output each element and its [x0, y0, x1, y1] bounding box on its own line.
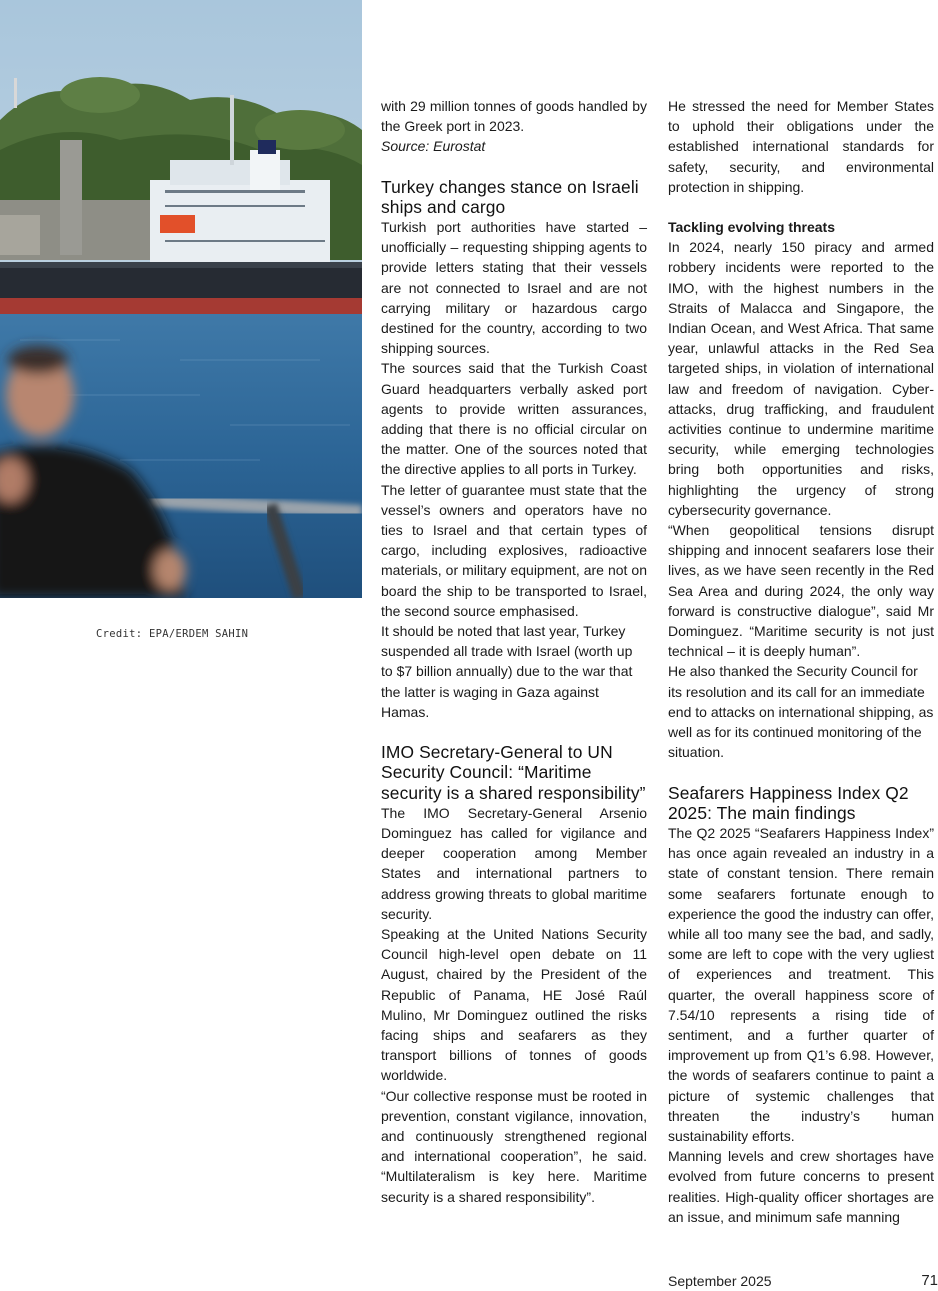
threats-paragraph-1: In 2024, nearly 150 piracy and armed robbery incidents were reported to the IMO, with the highest numbers in the Straits of Malacca and Singapore, the Indian Ocean, and West Africa. That same year, unlawful attacks in the Red Sea targeted ships, in violation of international law and freedom of navigation. Cyber-attacks, drug trafficking, and fraudulent activities continue to undermine maritime security, while emerging technologies bring both opportunities and risks, highlighting the urgency of strong cybersecurity governance. — [668, 239, 934, 518]
threats-paragraph-2: “When geopolitical tensions disrupt shipping and innocent seafarers lose their lives, as we have seen recently in the Red Sea Area and during 2024, the only way forward is constructive dialogue”, said Mr Dominguez. “Maritime security is not just technical – it is deeply human”. — [668, 522, 934, 660]
imo-paragraph-4: He stressed the need for Member States to uphold their obligations under the established international standards for safety, security, and environmental protection in shipping. — [668, 98, 934, 195]
intro-paragraph: with 29 million tonnes of goods handled by the Greek port in 2023. — [381, 98, 647, 135]
turkey-paragraph-1: Turkish port authorities have started – unofficially – requesting shipping agents to provide letters stating that their vessels are not connected to Israel and are not carrying military or hazardous cargo destined for the country, according to two shipping sources. — [381, 219, 647, 357]
turkey-paragraph-3: The letter of guarantee must state that the vessel’s owners and operators have no ties to Israel and that certain types of cargo, including explosives, radioactive materials, or military equipment, are not on board the ship to be transported to Israel, the second source emphasised. — [381, 481, 647, 619]
page-number: 71 — [921, 1272, 938, 1289]
happiness-paragraph-1: The Q2 2025 “Seafarers Happiness Index” has once again revealed an industry in a state of constant tension. There remain some seafarers fortunate enough to experience the good the industry can offer, while all too many see the bad, and sadly, some are left to cope with the very ugliest of experiences and treatment. This quarter, the overall happiness score of 7.54/10 represents a rising tide of sentiment, and a further quarter of improvement up from Q1’s 6.98. However, the words of seafarers continue to paint a picture of systemic challenges that threaten the industry’s human sustainability efforts. — [668, 824, 934, 1144]
imo-heading: IMO Secretary-General to UN Security Council: “Maritime security is a shared responsibility” — [381, 742, 646, 803]
happiness-paragraph-2: Manning levels and crew shortages have evolved from future concerns to present realities. High-quality officer shortages are an issue, and minimum safe manning — [668, 1148, 934, 1225]
threats-paragraph-3: He also thanked the Security Council for its resolution and its call for an immediate end to attacks on international shipping, as well as for its continued monitoring of the situation. — [668, 663, 934, 761]
turkey-paragraph-2: The sources said that the Turkish Coast Guard headquarters verbally asked port agents to provide written assurances, adding that there is no official circular on the matter. One of the sources noted that the directive applies to all ports in Turkey. — [381, 360, 647, 478]
article-column-right — [668, 96, 934, 1227]
threats-subheading: Tackling evolving threats — [668, 219, 836, 236]
happiness-heading: Seafarers Happiness Index Q2 2025: The main findings — [668, 782, 909, 823]
source-line: Source: Eurostat — [381, 138, 486, 155]
turkey-heading: Turkey changes stance on Israeli ships and cargo — [381, 176, 639, 217]
article-column-left — [381, 96, 647, 1207]
turkey-paragraph-4: It should be noted that last year, Turkey suspended all trade with Israel (worth up to $7 billion annually) due to the war that the latter is waging in Gaza against Hamas. — [381, 623, 633, 720]
imo-paragraph-3: “Our collective response must be rooted in prevention, constant vigilance, innovation, and continuously strengthened regional and international cooperation”, he said. “Multilateralism is key here. Maritime security is a shared responsibility”. — [381, 1087, 647, 1205]
imo-paragraph-1: The IMO Secretary-General Arsenio Dominguez has called for vigilance and deeper cooperation among Member States and international partners to address growing threats to global maritime security. — [381, 804, 647, 922]
footer-date: September 2025 — [668, 1273, 772, 1289]
photo-credit: Credit: EPA/ERDEM SAHIN — [96, 628, 249, 640]
imo-paragraph-2: Speaking at the United Nations Security Council high-level open debate on 11 August, chaired by the President of the Republic of Panama, HE José Raúl Mulino, Mr Dominguez outlined the risks facing ships and seafarers as they transport billions of tonnes of goods worldwide. — [381, 925, 647, 1084]
cargo-ship-photo — [0, 0, 362, 598]
